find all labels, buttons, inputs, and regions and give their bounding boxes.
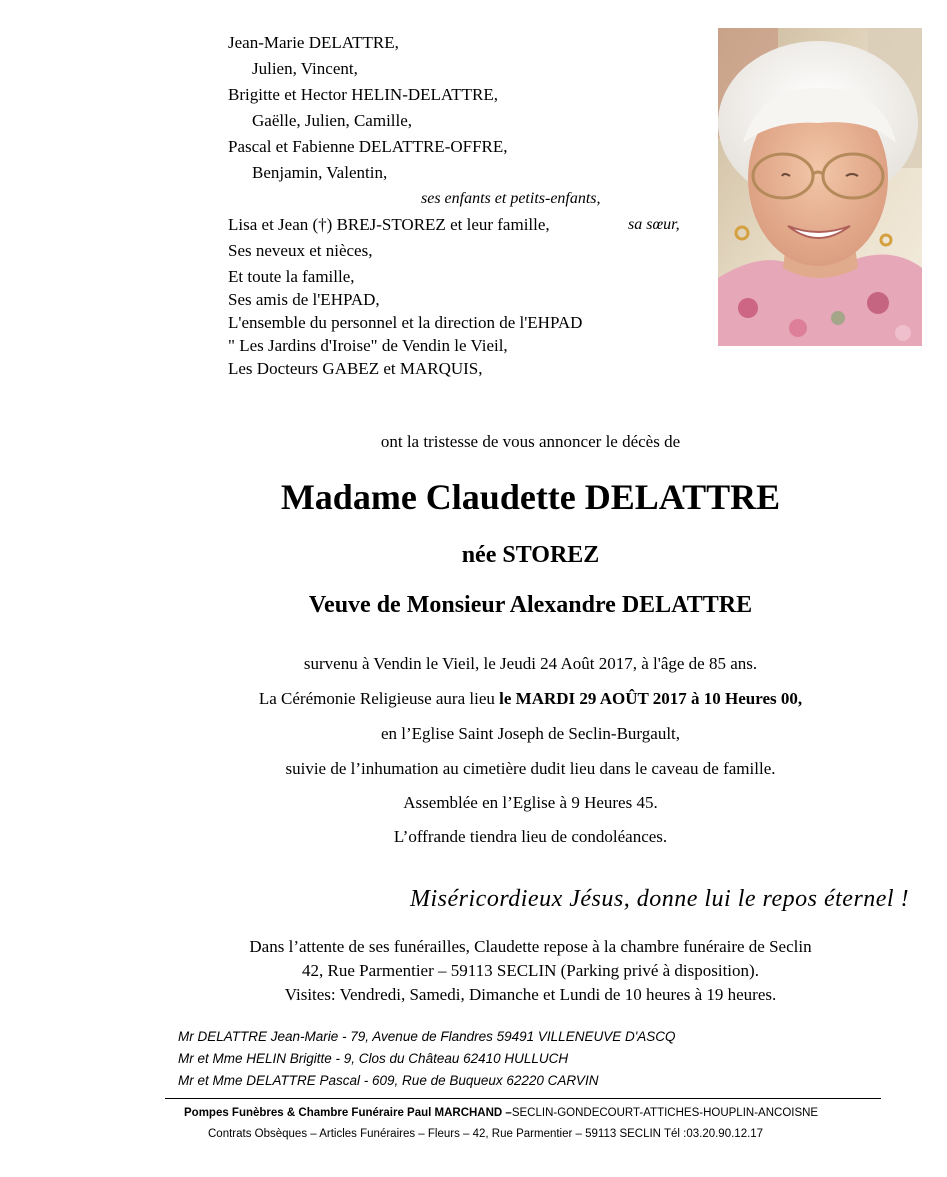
widow-line: Veuve de Monsieur Alexandre DELATTRE bbox=[308, 592, 753, 618]
address-line-3: Mr et Mme DELATTRE Pascal - 609, Rue de Buqueux 62220 CARVIN bbox=[178, 1073, 599, 1088]
family-line-10: L'ensemble du personnel et la direction de l'EHPAD bbox=[228, 313, 583, 332]
family-line-2: Julien, Vincent, bbox=[252, 59, 358, 78]
ceremony-line bbox=[57, 689, 947, 709]
footer-company-locations: SECLIN-GONDECOURT-ATTICHES-HOUPLIN-ANCOISNE bbox=[511, 1107, 819, 1119]
ceremony-prefix: La Cérémonie Religieuse aura lieu bbox=[258, 689, 500, 708]
funeral-home-line-1: Dans l’attente de ses funérailles, Claudette repose à la chambre funéraire de Seclin bbox=[249, 937, 812, 956]
assembly-line: Assemblée en l’Eglise à 9 Heures 45. bbox=[403, 793, 658, 812]
family-line-1: Jean-Marie DELATTRE, bbox=[228, 33, 399, 52]
footer-company-name: Pompes Funèbres & Chambre Funéraire Paul MARCHAND – bbox=[184, 1107, 512, 1119]
family-line-9: Ses amis de l'EHPAD, bbox=[228, 290, 380, 309]
deceased-name: Madame Claudette DELATTRE bbox=[280, 477, 781, 517]
ceremony-date: le MARDI 29 AOÛT 2017 à 10 Heures 00, bbox=[499, 689, 803, 708]
sister-caption: sa sœur, bbox=[628, 216, 680, 233]
maiden-name: née STOREZ bbox=[461, 542, 600, 568]
announcement-text: ont la tristesse de vous annoncer le décès de bbox=[380, 432, 681, 451]
death-details: survenu à Vendin le Vieil, le Jeudi 24 Août 2017, à l'âge de 85 ans. bbox=[303, 654, 758, 673]
footer-company bbox=[184, 1107, 818, 1119]
family-line-6: Benjamin, Valentin, bbox=[252, 163, 388, 182]
prayer-text: Miséricordieux Jésus, donne lui le repos éternel ! bbox=[410, 886, 910, 912]
family-line-11: " Les Jardins d'Iroise" de Vendin le Vieil, bbox=[228, 336, 508, 355]
offering-line: L’offrande tiendra lieu de condoléances. bbox=[393, 827, 668, 846]
family-line-12: Les Docteurs GABEZ et MARQUIS, bbox=[228, 359, 483, 378]
burial-line: suivie de l’inhumation au cimetière dudit lieu dans le caveau de famille. bbox=[285, 759, 776, 778]
address-line-1: Mr DELATTRE Jean-Marie - 79, Avenue de Flandres 59491 VILLENEUVE D'ASCQ bbox=[178, 1029, 676, 1044]
family-line-7: Ses neveux et nièces, bbox=[228, 241, 373, 260]
portrait-photo bbox=[718, 28, 922, 346]
funeral-home-line-2: 42, Rue Parmentier – 59113 SECLIN (Parking privé à disposition). bbox=[302, 961, 759, 980]
funeral-home-line-3: Visites: Vendredi, Samedi, Dimanche et Lundi de 10 heures à 19 heures. bbox=[284, 985, 777, 1004]
family-line-5: Pascal et Fabienne DELATTRE-OFFRE, bbox=[228, 137, 508, 156]
family-line-3: Brigitte et Hector HELIN-DELATTRE, bbox=[228, 85, 499, 104]
sister-line: Lisa et Jean (†) BREJ-STOREZ et leur famille, bbox=[228, 215, 550, 234]
footer-services: Contrats Obsèques – Articles Funéraires – Fleurs – 42, Rue Parmentier – 59113 SECLIN Tél :03.20.90.12.17 bbox=[208, 1128, 764, 1140]
footer-divider bbox=[165, 1098, 881, 1099]
family-line-4: Gaëlle, Julien, Camille, bbox=[252, 111, 413, 130]
children-caption: ses enfants et petits-enfants, bbox=[421, 190, 601, 207]
church-line: en l’Eglise Saint Joseph de Seclin-Burgault, bbox=[380, 724, 681, 743]
family-line-8: Et toute la famille, bbox=[228, 267, 355, 286]
address-line-2: Mr et Mme HELIN Brigitte - 9, Clos du Château 62410 HULLUCH bbox=[178, 1051, 569, 1066]
